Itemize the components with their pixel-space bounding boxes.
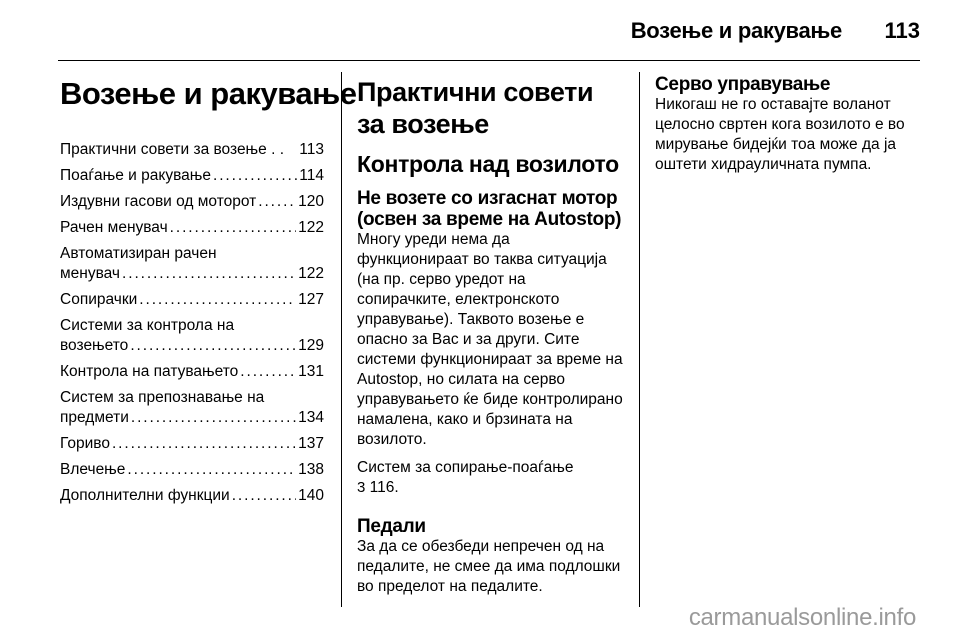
paragraph-power-steering: Никогаш не го оставајте воланот целосно свртен кога возилото е во мирување бидејќи тоа може да ја оштети хидрауличната пумпа.	[655, 96, 905, 173]
toc-entry-page: 140	[298, 487, 324, 504]
column-divider-1	[341, 72, 342, 607]
toc-entry[interactable]	[60, 434, 324, 454]
running-header-title: Возење и ракување	[630, 18, 842, 43]
toc-entry[interactable]	[60, 362, 324, 382]
toc-entry-text: возењето	[60, 337, 129, 354]
toc-entry-text: Влечење	[60, 461, 126, 478]
toc-leader-dots	[131, 408, 296, 428]
toc-entry-page: 114	[299, 167, 324, 184]
toc-entry-page: 129	[298, 337, 324, 354]
toc-entry[interactable]	[60, 316, 324, 356]
toc-entry-text: Издувни гасови од моторот	[60, 193, 257, 210]
content-column-2	[357, 62, 623, 605]
toc-entry-page: 131	[298, 363, 324, 380]
toc-entry[interactable]	[60, 460, 324, 480]
toc-entry-page: 127	[298, 291, 324, 308]
toc-entry[interactable]	[60, 192, 324, 212]
toc-entry-page: 122	[298, 219, 324, 236]
toc-entry-text: Поаѓање и ракување	[60, 167, 211, 184]
toc-entry-text: Практични совети за возење . .	[60, 141, 285, 158]
topic-heading-engine-off: Не возете со изгаснат мотор (освен за време на Autostop)	[357, 188, 622, 230]
column-divider-2	[639, 72, 640, 607]
toc-entry[interactable]	[60, 290, 324, 310]
toc-entry-text: Сопирачки	[60, 291, 138, 308]
toc-leader-dots	[258, 192, 296, 212]
toc-entry-page: 120	[298, 193, 324, 210]
toc-leader-dots	[213, 166, 297, 186]
page-number: 113	[884, 18, 920, 43]
toc-entry-page: 137	[298, 435, 324, 452]
table-of-contents	[60, 140, 324, 506]
toc-entry[interactable]	[60, 486, 324, 506]
toc-entry-page: 134	[298, 409, 324, 426]
subsection-heading: Контрола над возилото	[357, 151, 619, 177]
toc-entry-text-line1: Систем за препознавање на	[60, 389, 265, 406]
toc-entry-page: 138	[298, 461, 324, 478]
page-reference-arrow-icon: 3	[357, 479, 366, 496]
toc-leader-dots	[112, 434, 296, 454]
toc-leader-dots	[127, 460, 296, 480]
paragraph-engine-off: Многу уреди нема да функционираат во таква ситуација (на пр. серво уредот на сопирачките, електронското управување). Таквото возење е опасно за Вас и за други. Сите системи функционираат за време на Autostop, но силата на серво управувањето ќе биде контролирано намалена, како и брзината на возилото.	[357, 231, 623, 448]
toc-entry-page: 122	[298, 265, 324, 282]
toc-entry[interactable]	[60, 244, 324, 284]
toc-leader-dots	[240, 362, 296, 382]
paragraph-cross-reference	[357, 458, 623, 498]
toc-entry-text-line1: Автоматизиран рачен	[60, 245, 217, 262]
paragraph-pedals: За да се обезбеди непречен од на педалите, не смее да има подлошки во пределот на педалите.	[357, 538, 621, 595]
toc-leader-dots	[232, 486, 296, 506]
content-column-3	[655, 62, 923, 183]
toc-entry[interactable]	[60, 166, 324, 186]
toc-leader-dots	[170, 218, 296, 238]
chapter-title: Возење и ракување	[60, 76, 357, 111]
page-header	[0, 0, 960, 58]
toc-entry[interactable]	[60, 218, 324, 238]
toc-entry-text: Гориво	[60, 435, 110, 452]
toc-leader-dots	[130, 336, 296, 356]
toc-entry-text: Контрола на патувањето	[60, 363, 239, 380]
toc-entry[interactable]	[60, 388, 324, 428]
toc-entry-text-line1: Системи за контрола на	[60, 317, 235, 334]
cross-reference-page[interactable]: 116.	[369, 479, 399, 496]
toc-entry-page: 113	[299, 141, 324, 158]
toc-leader-dots	[139, 290, 296, 310]
toc-entry[interactable]	[60, 140, 324, 160]
toc-column	[60, 62, 357, 512]
toc-leader-dots	[122, 264, 296, 284]
topic-heading-power-steering: Серво управување	[655, 74, 831, 95]
toc-entry-text: менувач	[60, 265, 121, 282]
section-heading: Практични совети за возење	[357, 77, 594, 139]
toc-entry-text: предмети	[60, 409, 129, 426]
watermark: carmanualsonline.info	[688, 604, 916, 631]
header-rule	[58, 60, 920, 61]
toc-entry-text: Рачен менувач	[60, 219, 168, 236]
cross-reference-text: Систем за сопирање-поаѓање	[357, 459, 574, 476]
topic-heading-pedals: Педали	[357, 516, 426, 537]
toc-entry-text: Дополнителни функции	[60, 487, 230, 504]
